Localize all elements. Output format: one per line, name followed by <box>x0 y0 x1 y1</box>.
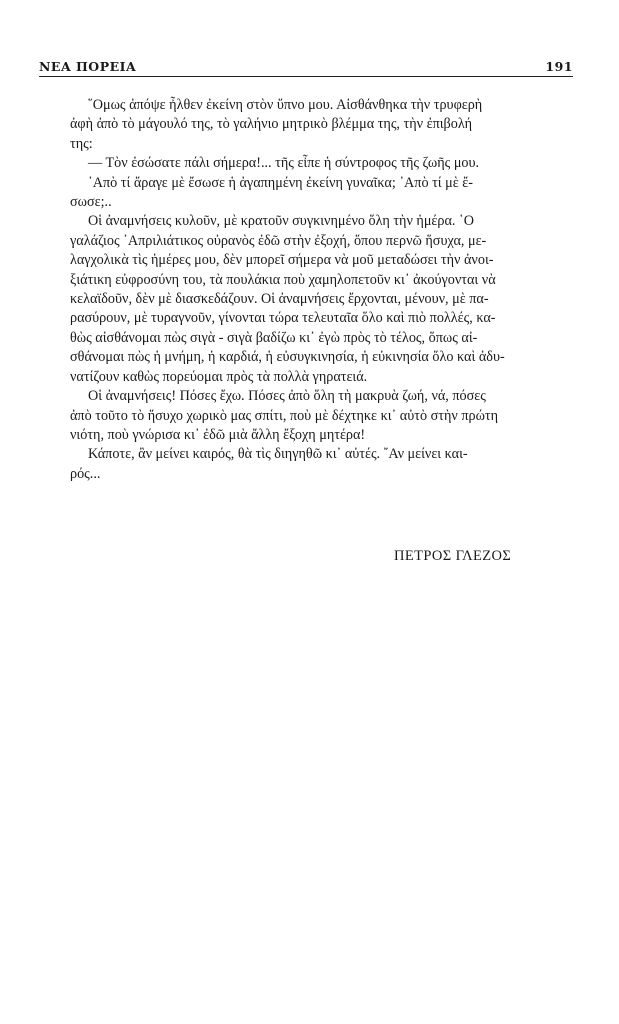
text-line: σθάνομαι πὼς ἡ μνήμη, ἡ καρδιά, ἡ εὐσυγκινησία, ἡ εὐκινησία ὅλο καὶ ἀδυ- <box>70 349 505 366</box>
text-line: ῞Ομως ἀπόψε ἦλθεν ἐκείνη στὸν ὕπνο μου. Αἰσθάνθηκα τὴν τρυφερὴ <box>88 97 483 113</box>
text-line: ξιάτικη εὐφροσύνη του, τὰ πουλάκια ποὺ χαμηλοπετοῦν κι᾽ ἀκούγονται νὰ <box>70 271 496 288</box>
text-line: κελαϊδοῦν, δὲν μὲ διασκεδάζουν. Οἱ ἀναμνήσεις ἔρχονται, μένουν, μὲ πα- <box>70 291 489 308</box>
text-line: Οἱ ἀναμνήσεις! Πόσες ἔχω. Πόσες ἀπὸ ὅλη τὴ μακρυὰ ζωή, νά, πόσες <box>88 388 486 405</box>
text-line: γαλάζιος ᾽Απριλιάτικος οὐρανὸς ἐδῶ στὴν ἐξοχή, ὅπου περνῶ ἥσυχα, με- <box>70 232 487 249</box>
text-line: Οἱ ἀναμνήσεις κυλοῦν, μὲ κρατοῦν συγκινημένο ὅλη τὴν ἡμέρα. ῾Ο <box>88 213 474 230</box>
text-line: — Τὸν ἐσώσατε πάλι σήμερα!... τῆς εἶπε ἡ σύντροφος τῆς ζωῆς μου. <box>88 155 480 172</box>
text-line: λαγχολικὰ τὶς ἡμέρες μου, δὲν μπορεῖ σήμερα νὰ μοῦ μεταδώσει τὴν ἀνοι- <box>70 252 494 269</box>
text-line: της: <box>70 135 93 152</box>
paragraph <box>70 445 573 484</box>
header-rule <box>39 76 573 77</box>
paragraph <box>70 174 573 213</box>
page-number: 191 <box>545 59 573 74</box>
paragraph <box>70 154 573 173</box>
paragraph <box>70 387 573 445</box>
article-body <box>70 96 573 484</box>
paragraph <box>70 96 573 154</box>
journal-title: ΝΕΑ ΠΟΡΕΙΑ <box>39 59 137 74</box>
text-line: Κάποτε, ἂν μείνει καιρός, θὰ τὶς διηγηθῶ κι᾽ αὐτές. ῎Αν μείνει και- <box>88 446 468 463</box>
text-line: σωσε;.. <box>70 194 112 211</box>
running-head <box>39 56 573 74</box>
text-line: νιότη, ποὺ γνώρισα κι᾽ ἐδῶ μιὰ ἄλλη ἔξοχη μητέρα! <box>70 426 366 443</box>
author-signature: ΠΕΤΡΟΣ ΓΛΕΖΟΣ <box>394 548 512 564</box>
text-line: ᾽Απὸ τί ἄραγε μὲ ἔσωσε ἡ ἀγαπημένη ἐκείνη γυναῖκα; ᾽Απὸ τί μὲ ἔ- <box>88 174 473 191</box>
text-line: ρός... <box>70 465 101 482</box>
text-line: ρασύρουν, μὲ τυραγνοῦν, γίνονται τώρα τελευταῖα ὅλο καὶ πιὸ πολλές, κα- <box>70 310 496 327</box>
text-line: ἀφὴ ἀπὸ τὸ μάγουλό της, τὸ γαλήνιο μητρικὸ βλέμμα της, τὴν ἐπιβολή <box>70 116 473 133</box>
text-line: θὼς αἰσθάνομαι πὼς σιγὰ - σιγὰ βαδίζω κι᾽ ἐγὼ πρὸς τὸ τέλος, ὅπως αἰ- <box>70 329 478 346</box>
text-line: ἀπὸ τοῦτο τὸ ἥσυχο χωρικὸ μας σπίτι, ποὺ μὲ δέχτηκε κι᾽ αὐτὸ στὴν πρώτη <box>70 407 499 424</box>
text-line: νατίζουν καθὼς πορεύομαι πρὸς τὰ πολλὰ γηρατειά. <box>70 368 368 385</box>
paragraph <box>70 212 573 387</box>
